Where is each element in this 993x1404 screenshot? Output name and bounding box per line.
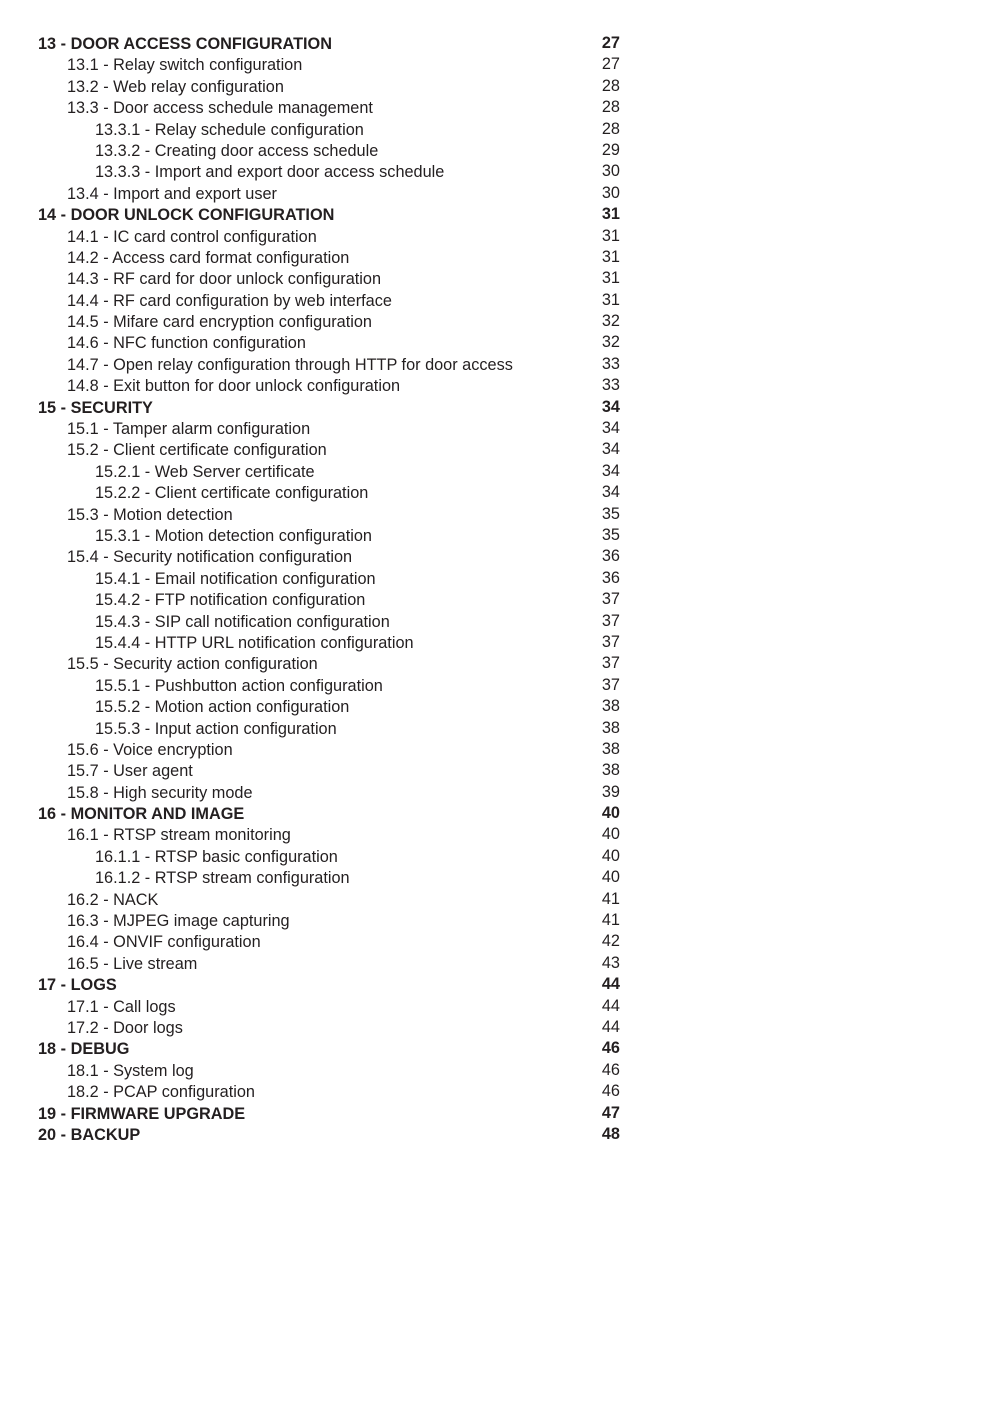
toc-section-entry [38, 291, 620, 312]
toc-entry-title: 18.2 - PCAP configuration [67, 1083, 255, 1102]
toc-section-entry [38, 569, 620, 590]
toc-entry-title: 16.4 - ONVIF configuration [67, 933, 261, 952]
toc-entry-title: 14.6 - NFC function configuration [67, 334, 306, 353]
toc-page-number: 34 [601, 483, 620, 502]
toc-page-number: 32 [601, 312, 620, 331]
toc-page-number: 44 [601, 975, 620, 994]
toc-page-number: 39 [601, 782, 620, 801]
toc-page-number: 31 [601, 226, 620, 245]
toc-section-entry [38, 440, 620, 461]
toc-section-entry [38, 55, 620, 76]
toc-page-number: 34 [601, 440, 620, 459]
toc-page-number: 48 [601, 1124, 620, 1143]
toc-entry-title: 15.2.1 - Web Server certificate [95, 462, 315, 481]
toc-page-number: 31 [601, 247, 620, 266]
toc-section-entry [38, 697, 620, 718]
toc-entry-title: 13.4 - Import and export user [67, 184, 277, 203]
toc-chapter-entry [38, 1039, 620, 1060]
toc-section-entry [38, 676, 620, 697]
toc-page-number: 36 [601, 547, 620, 566]
toc-entry-title: 15.4.2 - FTP notification configuration [95, 591, 366, 610]
toc-page-number: 41 [601, 889, 620, 908]
toc-section-entry [38, 547, 620, 568]
toc-page-number: 47 [601, 1103, 620, 1122]
toc-entry-title: 15.3 - Motion detection [67, 505, 233, 524]
toc-entry-title: 15.5.1 - Pushbutton action configuration [95, 676, 383, 695]
toc-section-entry [38, 719, 620, 740]
toc-page-number: 44 [601, 996, 620, 1015]
toc-section-entry [38, 590, 620, 611]
toc-entry-title: 16.1.2 - RTSP stream configuration [95, 869, 350, 888]
toc-entry-title: 16.2 - NACK [67, 890, 159, 909]
toc-section-entry [38, 1061, 620, 1082]
toc-entry-title: 15.4.3 - SIP call notification configuration [95, 612, 390, 631]
toc-entry-title: 15.2 - Client certificate configuration [67, 441, 327, 460]
toc-page-number: 40 [601, 846, 620, 865]
toc-page-number: 36 [601, 568, 620, 587]
toc-entry-title: 14.1 - IC card control configuration [67, 227, 317, 246]
toc-chapter-entry [38, 975, 620, 996]
toc-page-number: 46 [601, 1082, 620, 1101]
toc-entry-title: 14.3 - RF card for door unlock configuration [67, 270, 382, 289]
toc-entry-title: 13.2 - Web relay configuration [67, 77, 284, 96]
toc-entry-title: 13.1 - Relay switch configuration [67, 56, 303, 75]
toc-page-number: 31 [601, 205, 620, 224]
toc-section-entry [38, 526, 620, 547]
toc-entry-title: 16 - MONITOR AND IMAGE [38, 805, 245, 824]
toc-entry-title: 15.1 - Tamper alarm configuration [67, 420, 311, 439]
table-of-contents [38, 34, 620, 1146]
toc-page-number: 28 [601, 98, 620, 117]
toc-section-entry [38, 333, 620, 354]
toc-entry-title: 16.5 - Live stream [67, 954, 198, 973]
toc-section-entry [38, 184, 620, 205]
toc-section-entry [38, 462, 620, 483]
toc-section-entry [38, 141, 620, 162]
toc-entry-title: 15.4 - Security notification configuration [67, 548, 353, 567]
toc-entry-title: 13 - DOOR ACCESS CONFIGURATION [38, 35, 332, 53]
toc-page-number: 38 [601, 697, 620, 716]
toc-entry-title: 15.3.1 - Motion detection configuration [95, 526, 372, 545]
toc-entry-title: 15.4.1 - Email notification configuration [95, 569, 376, 588]
toc-page-number: 38 [601, 739, 620, 758]
toc-page-number: 37 [601, 611, 620, 630]
toc-page-number: 38 [601, 718, 620, 737]
toc-entry-title: 17.2 - Door logs [67, 1018, 183, 1037]
toc-entry-title: 14.5 - Mifare card encryption configuration [67, 313, 372, 332]
toc-page-number: 40 [601, 868, 620, 887]
toc-chapter-entry [38, 1104, 620, 1125]
toc-entry-title: 13.3.3 - Import and export door access schedule [95, 163, 445, 182]
toc-entry-title: 18 - DEBUG [38, 1040, 130, 1059]
toc-section-entry [38, 312, 620, 333]
toc-page-number: 30 [601, 183, 620, 202]
toc-chapter-entry [38, 34, 620, 55]
toc-page-number: 46 [601, 1060, 620, 1079]
toc-page-number: 27 [601, 55, 620, 74]
toc-entry-title: 14.4 - RF card configuration by web interface [67, 291, 392, 310]
toc-section-entry [38, 77, 620, 98]
toc-entry-title: 15.5.2 - Motion action configuration [95, 698, 350, 717]
toc-section-entry [38, 911, 620, 932]
toc-page-number: 33 [601, 354, 620, 373]
toc-entry-title: 16.3 - MJPEG image capturing [67, 912, 290, 931]
toc-section-entry [38, 761, 620, 782]
toc-section-entry [38, 483, 620, 504]
toc-section-entry [38, 162, 620, 183]
toc-entry-title: 15 - SECURITY [38, 398, 153, 417]
toc-page-number: 28 [601, 76, 620, 95]
toc-page-number: 34 [601, 397, 620, 416]
toc-page-number: 43 [601, 953, 620, 972]
toc-section-entry [38, 120, 620, 141]
toc-section-entry [38, 633, 620, 654]
toc-page-number: 46 [601, 1039, 620, 1058]
toc-section-entry [38, 227, 620, 248]
toc-page-number: 44 [601, 1017, 620, 1036]
toc-entry-title: 19 - FIRMWARE UPGRADE [38, 1104, 246, 1123]
toc-page-number: 29 [601, 140, 620, 159]
toc-page-number: 41 [601, 911, 620, 930]
toc-section-entry [38, 654, 620, 675]
toc-entry-title: 13.3 - Door access schedule management [67, 99, 373, 118]
toc-chapter-entry [38, 804, 620, 825]
toc-page-number: 34 [601, 419, 620, 438]
toc-page-number: 38 [601, 761, 620, 780]
toc-page-number: 40 [601, 804, 620, 823]
toc-page-number: 37 [601, 632, 620, 651]
toc-entry-title: 13.3.1 - Relay schedule configuration [95, 120, 364, 139]
toc-entry-title: 13.3.2 - Creating door access schedule [95, 141, 379, 160]
toc-entry-title: 20 - BACKUP [38, 1125, 141, 1144]
toc-entry-title: 14.8 - Exit button for door unlock configuration [67, 377, 401, 396]
toc-entry-title: 14.2 - Access card format configuration [67, 248, 350, 267]
toc-entry-title: 17 - LOGS [38, 976, 117, 995]
toc-page-number: 37 [601, 654, 620, 673]
toc-section-entry [38, 954, 620, 975]
toc-entry-title: 14.7 - Open relay configuration through HTTP for door access [67, 355, 513, 374]
toc-section-entry [38, 825, 620, 846]
toc-page-number: 42 [601, 932, 620, 951]
toc-section-entry [38, 419, 620, 440]
toc-section-entry [38, 847, 620, 868]
toc-entry-title: 15.2.2 - Client certificate configuration [95, 484, 369, 503]
toc-chapter-entry [38, 1125, 620, 1146]
toc-section-entry [38, 932, 620, 953]
toc-section-entry [38, 740, 620, 761]
toc-page-number: 27 [601, 34, 620, 52]
toc-entry-title: 17.1 - Call logs [67, 997, 176, 1016]
toc-page-number: 32 [601, 333, 620, 352]
toc-page-number: 33 [601, 376, 620, 395]
toc-page-number: 28 [601, 119, 620, 138]
toc-page-number: 30 [601, 162, 620, 181]
toc-section-entry [38, 868, 620, 889]
toc-page-number: 35 [601, 504, 620, 523]
toc-section-entry [38, 248, 620, 269]
toc-entry-title: 15.5 - Security action configuration [67, 655, 318, 674]
toc-entry-title: 15.4.4 - HTTP URL notification configuration [95, 633, 414, 652]
toc-section-entry [38, 376, 620, 397]
toc-chapter-entry [38, 205, 620, 226]
toc-entry-title: 15.8 - High security mode [67, 783, 253, 802]
toc-page-number: 31 [601, 269, 620, 288]
toc-page-number: 35 [601, 525, 620, 544]
toc-page-number: 34 [601, 461, 620, 480]
toc-section-entry [38, 98, 620, 119]
toc-section-entry [38, 612, 620, 633]
toc-entry-title: 16.1.1 - RTSP basic configuration [95, 847, 338, 866]
toc-page-number: 37 [601, 675, 620, 694]
toc-page-number: 31 [601, 290, 620, 309]
toc-section-entry [38, 269, 620, 290]
toc-entry-title: 18.1 - System log [67, 1061, 194, 1080]
toc-entry-title: 15.5.3 - Input action configuration [95, 719, 337, 738]
toc-entry-title: 15.6 - Voice encryption [67, 740, 233, 759]
toc-entry-title: 15.7 - User agent [67, 762, 193, 781]
toc-section-entry [38, 505, 620, 526]
toc-section-entry [38, 355, 620, 376]
toc-entry-title: 16.1 - RTSP stream monitoring [67, 826, 291, 845]
toc-section-entry [38, 783, 620, 804]
toc-section-entry [38, 890, 620, 911]
toc-page-number: 40 [601, 825, 620, 844]
toc-section-entry [38, 1018, 620, 1039]
toc-page-number: 37 [601, 590, 620, 609]
toc-entry-title: 14 - DOOR UNLOCK CONFIGURATION [38, 206, 335, 225]
toc-section-entry [38, 997, 620, 1018]
toc-chapter-entry [38, 398, 620, 419]
toc-section-entry [38, 1082, 620, 1103]
